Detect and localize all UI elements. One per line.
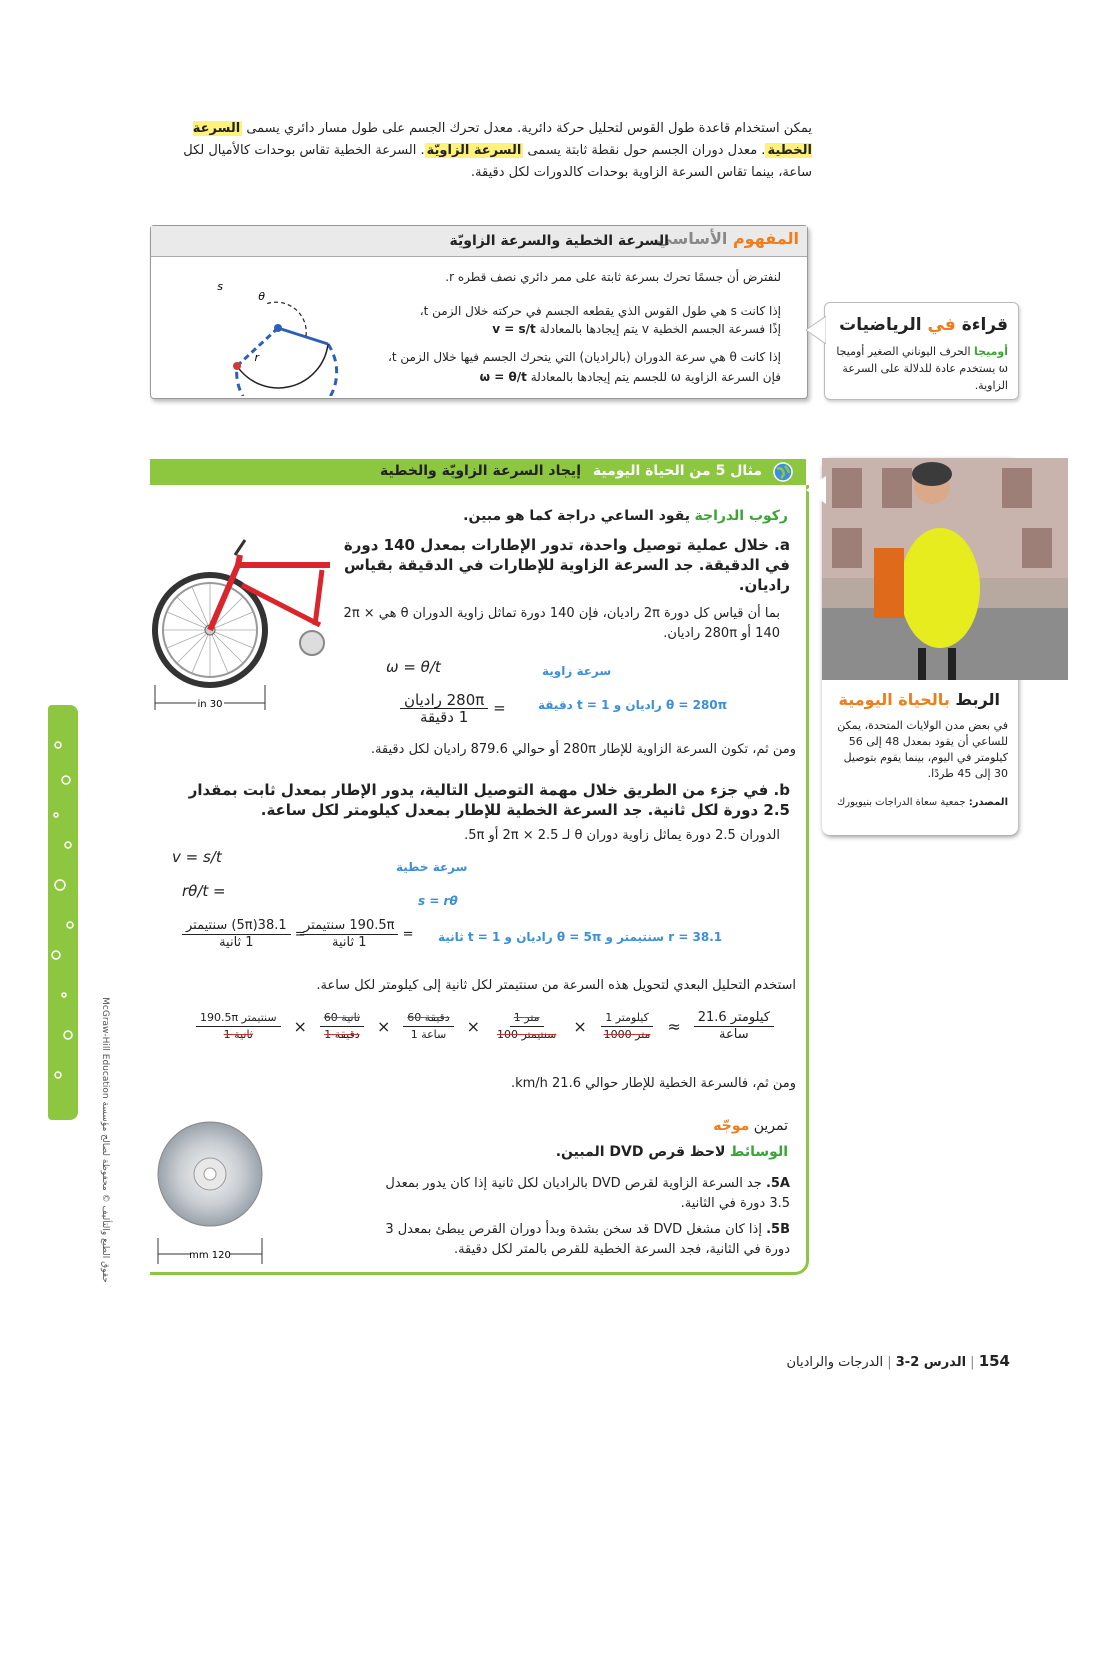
example-header bbox=[150, 459, 806, 485]
eq-linear: v = s/t bbox=[492, 322, 536, 336]
concept-line-2: إذا كانت s هي طول القوس الذي يقطعه الجسم في حركته خلال الزمن t، bbox=[419, 304, 781, 318]
key-concept-title: السرعة الخطية والسرعة الزاويّة bbox=[449, 233, 669, 249]
practice-topic: الوسائط لاحظ قرص DVD المبين. bbox=[555, 1144, 788, 1160]
frac-b2-numerator: 190.5π سنتيمتر bbox=[300, 918, 398, 935]
intro-text-3: . السرعة الخطية تقاس بوحدات كالأميال لكل ساعة، بينما تقاس السرعة الزاوية بوحدات كالدورات لكل دقيقة. bbox=[183, 143, 812, 180]
part-a-result: ومن ثم، تكون السرعة الزاوية للإطار 280π أو حوالي 879.6 راديان لكل دقيقة. bbox=[370, 742, 796, 757]
label-r: r bbox=[254, 351, 259, 364]
bicycle-illustration bbox=[150, 535, 335, 715]
reading-math-box bbox=[824, 302, 1019, 400]
intro-text-1: يمكن استخدام قاعدة طول القوس لتحليل حركة دائرية. معدل تحرك الجسم على طول مسار دائري يسمى bbox=[246, 121, 812, 136]
conv-factor-5: $\frac{\text{1 كيلومتر}}{\text{1000 متر}}$ bbox=[600, 1010, 655, 1043]
conv-factor-1: $\frac{\text{190.5π سنتيمتر}}{\text{1 ثانية}}$ bbox=[196, 1010, 281, 1043]
frac-b1-numerator: 38.1(5π) سنتيمتر bbox=[182, 918, 291, 935]
concept-line-4: إذا كانت θ هي سرعة الدوران (بالراديان) التي يتحرك الجسم فيها خلال الزمن t، bbox=[387, 350, 781, 364]
copyright-vertical: حقوق الطبع والتأليف © محفوظة لصالح مؤسسة McGraw-Hill Education bbox=[100, 997, 110, 1283]
example-topic: ركوب الدراجة يقود الساعي دراجة كما هو مبين. bbox=[463, 508, 788, 524]
question-5b: 5B. إذا كان مشغل DVD قد سخن بشدة وبدأ دوران القرص يبطئ بمعدل 3 دورة في الثانية، فجد السرعة الخطية للقرص بالمتر لكل دقيقة. bbox=[385, 1222, 790, 1257]
key-concept-header bbox=[151, 226, 807, 257]
margin-green-bar bbox=[48, 705, 78, 1120]
label-s: s bbox=[217, 280, 223, 293]
side-body: في بعض مدن الولايات المتحدة، يمكن للساعي أن يقود بمعدل 48 إلى 56 كيلومتر في اليوم، بينما يقوم بتوصيل 30 إلى 45 طردًا. bbox=[837, 719, 1008, 780]
lesson-title: الدرجات والراديان bbox=[786, 1355, 884, 1370]
bubble-decoration bbox=[48, 705, 78, 1120]
eq-angular: ω = θ/t bbox=[479, 370, 527, 384]
side-source: المصدر: جمعية سعاة الدراجات بنيويورك bbox=[837, 797, 1008, 808]
omega-equation: ω = θ/t bbox=[386, 658, 441, 676]
question-5a: 5A. جد السرعة الزاوية لقرص DVD بالراديان لكل ثانية إذا كان يدور بمعدل 3.5 دورة في الثانية. bbox=[385, 1176, 790, 1211]
part-a-substitution: θ = 280π راديان و t = 1 دقيقة bbox=[538, 698, 728, 712]
concept-line-1: لنفترض أن جسمًا تحرك بسرعة ثابتة على ممر دائري نصف قطره r. bbox=[445, 270, 781, 284]
part-b-fraction-1: = $\frac{\text{38.1(5π) سنتيمتر}}{\text{1 ثانية}}$ bbox=[182, 918, 306, 951]
v-equation-2: = rθ/t bbox=[182, 882, 226, 900]
wheel-dimension: 30 in bbox=[197, 699, 223, 710]
globe-icon bbox=[772, 461, 794, 483]
linear-speed-label: سرعة خطية bbox=[396, 860, 468, 874]
conv-result: $\frac{\text{21.6 كيلومتر}}{\text{ساعة}}$ bbox=[694, 1010, 774, 1043]
s-r-theta: s = rθ bbox=[418, 894, 458, 908]
frac-a-denominator: 1 دقيقة bbox=[419, 708, 469, 726]
key-concept-box bbox=[150, 225, 808, 399]
page-footer: 154 | الدرس 2-3 | الدرجات والراديان bbox=[786, 1352, 1010, 1370]
practice-title: تمرين موجّه bbox=[713, 1118, 788, 1134]
conv-factor-2: $\frac{\text{60 ثانية}}{\text{1 دقيقة}}$ bbox=[320, 1010, 364, 1043]
reading-title: قراءة في الرياضيات bbox=[839, 315, 1008, 335]
key-concept-kicker: المفهوم الأساسي bbox=[656, 229, 799, 248]
angular-speed-label: سرعة زاوية bbox=[542, 664, 612, 678]
part-b-result: ومن ثم، فالسرعة الخطية للإطار حوالي 21.6 km/h. bbox=[510, 1076, 796, 1091]
frac-b2-denominator: 1 ثانية bbox=[331, 935, 367, 950]
reading-pointer bbox=[806, 316, 826, 344]
part-a-question: a. خلال عملية توصيل واحدة، تدور الإطارات بمعدل 140 دورة في الدقيقة. جد السرعة الزاوية للإطارات في الدقيقة بقياس راديان. bbox=[343, 536, 790, 594]
frac-b1-denominator: 1 ثانية bbox=[219, 935, 254, 950]
page-number: 154 bbox=[978, 1352, 1010, 1370]
dvd-illustration bbox=[152, 1118, 272, 1268]
part-b-question: b. في جزء من الطريق خلال مهمة التوصيل التالية، يدور الإطار بمعدل ثابت بمقدار 2.5 دورة لكل ثانية. جد السرعة الخطية للإطار بمعدل كيلومتر لكل ساعة. bbox=[188, 781, 790, 819]
disc-dimension: 120 mm bbox=[189, 1250, 231, 1261]
example-title: إيجاد السرعة الزاويّة والخطية bbox=[380, 463, 581, 479]
conversion-intro: استخدم التحليل البعدي لتحويل هذه السرعة من سنتيمتر لكل ثانية إلى كيلومتر لكل ساعة. bbox=[316, 978, 796, 993]
term-angular-speed: السرعة الزاويّة bbox=[426, 143, 522, 158]
intro-paragraph bbox=[172, 118, 812, 184]
lesson-label: الدرس 2-3 bbox=[895, 1355, 967, 1370]
term-linear-speed: السرعة الخطية bbox=[192, 121, 812, 158]
part-a-fraction: = $\frac{\text{280π راديان}}{\text{1 دقيقة}}$ bbox=[400, 692, 506, 725]
concept-line-3: إذًا فسرعة الجسم الخطية v يتم إيجادها بالمعادلة v = s/t bbox=[492, 322, 781, 336]
reading-body: أوميجا الحرف اليوناني الصغير أوميجا ω يستخدم عادة للدلالة على السرعة الزاوية. bbox=[836, 345, 1008, 392]
v-equation-1: v = s/t bbox=[172, 848, 222, 866]
part-b-step1: الدوران 2.5 دورة يماثل زاوية دوران θ لـ 2π × 2.5 أو 5π. bbox=[464, 828, 780, 843]
frac-a-numerator: 280π راديان bbox=[400, 692, 488, 709]
conv-factor-3: $\frac{\text{60 دقيقة}}{\text{1 ساعة}}$ bbox=[403, 1010, 453, 1043]
part-b-substitution: r = 38.1 سنتيمتر و θ = 5π راديان و t = 1 ثانية bbox=[438, 930, 723, 944]
circle-arc-diagram bbox=[211, 266, 341, 396]
concept-line-5: فإن السرعة الزاوية ω للجسم يتم إيجادها بالمعادلة ω = θ/t bbox=[479, 370, 781, 384]
conv-factor-4: $\frac{\text{1 متر}}{\text{100 سنتيمتر}}$ bbox=[496, 1010, 557, 1041]
part-b-fraction-2: = $\frac{\text{190.5π سنتيمتر}}{\text{1 ثانية}}$ bbox=[300, 918, 413, 951]
example-number: مثال 5 من الحياة اليومية bbox=[592, 463, 762, 479]
label-theta: θ bbox=[258, 290, 265, 303]
side-title: الربط بالحياة اليومية bbox=[838, 690, 1000, 709]
side-pointer bbox=[806, 476, 826, 504]
courier-photo bbox=[822, 458, 1068, 680]
part-a-step1: بما أن قياس كل دورة 2π راديان، فإن 140 دورة تماثل زاوية الدوران θ هي 2π × 140 أو 280π راديان. bbox=[343, 606, 780, 641]
intro-text-2: . معدل دوران الجسم حول نقطة ثابتة يسمى bbox=[527, 143, 766, 158]
dimensional-analysis: $\frac{\text{190.5π سنتيمتر}}{\text{1 ثانية}}$ × $\frac{\text{60 ثانية}}{\text{1 دقيقة}}$ × $\frac{\text{60 دقيقة}}{\text{1 ساعة}}$ × $\frac{\text{1 متر}}{\text{100 سنتيمتر}}$ × $\frac{\text{1 كيلومتر}}{\text{1000 متر}}$ ≈ $\frac{\text{21.6 كيلومتر}}{\text{ساعة}}$ bbox=[196, 1006, 774, 1046]
